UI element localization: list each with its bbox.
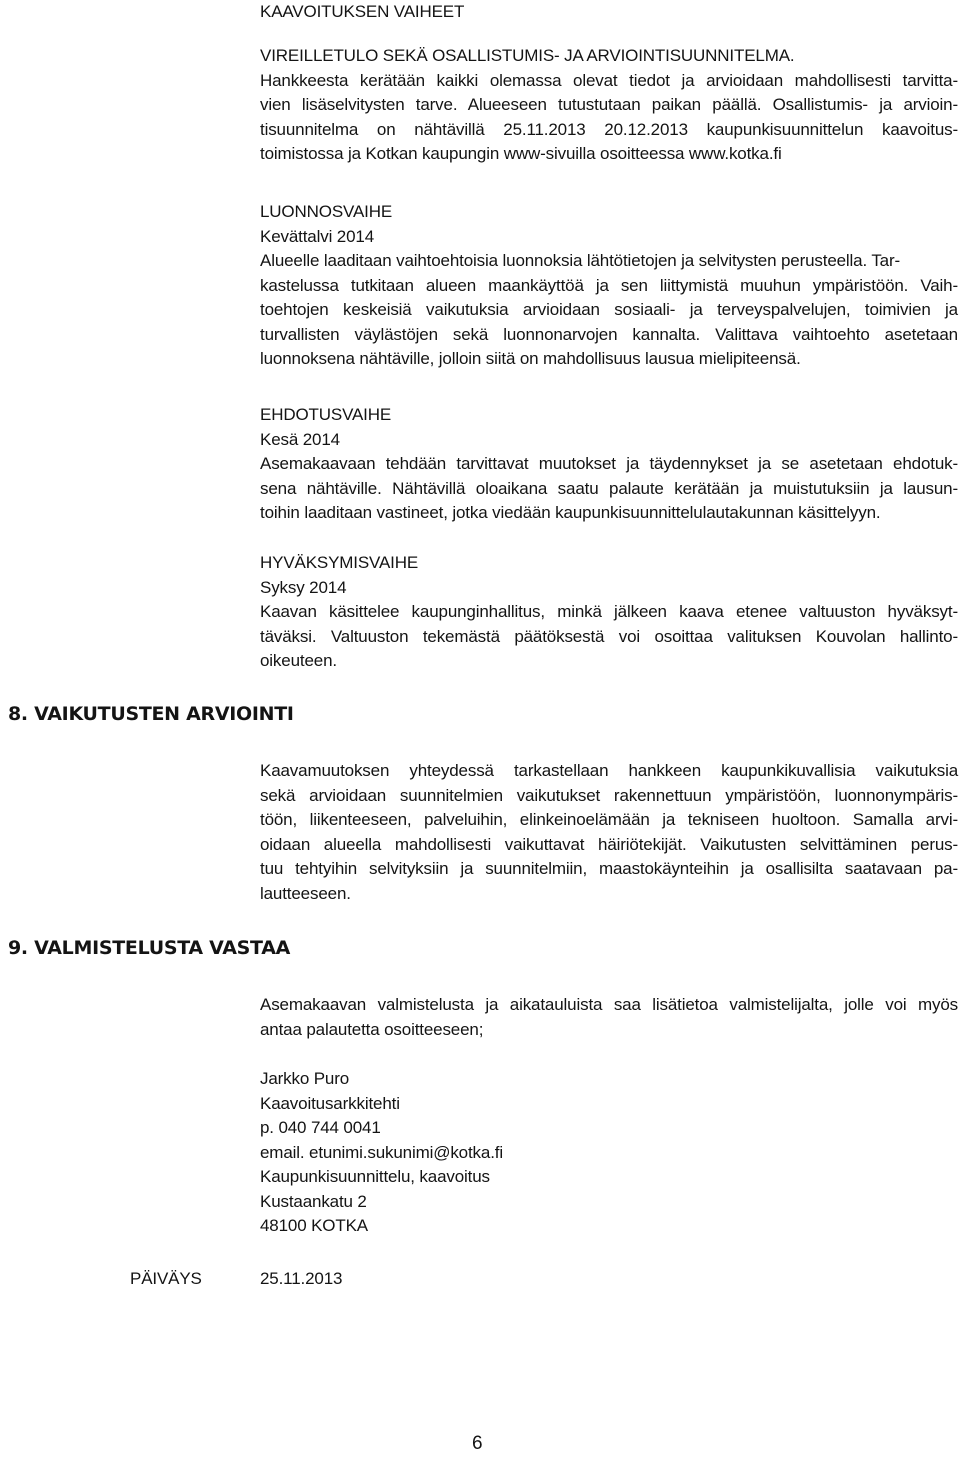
phase-proposal [260,403,958,526]
contact-title: Kaavoitusarkkitehti [260,1093,400,1113]
phase-heading: VIREILLETULO SEKÄ OSALLISTUMIS- JA ARVIOINTISUUNNITELMA. [260,46,795,65]
paragraph-line: täväksi. Valtuuston tekemästä päätöksestä voi osoittaa valituksen Kouvolan hallinto- [260,626,958,646]
paragraph-line: Hankkeesta kerätään kaikki olemassa olevat tiedot ja arvioidaan mahdollisesti tarvitta- [260,70,958,90]
paragraph-line: tuu tehtyihin selvityksiin ja suunnitelmiin, maastokäynteihin ja osallisilta saatavaan pa- [260,859,958,878]
phase-timing: Kevättalvi 2014 [260,226,374,246]
paragraph-line: toimistossa ja Kotkan kaupungin www-sivuilla osoitteessa www.kotka.fi [260,144,782,163]
paragraph-line: kastelussa tutkitaan alueen maankäyttöä ja sen liittymistä muuhun ympäristöön. Vaih- [260,275,958,295]
contact-phone: p. 040 744 0041 [260,1118,381,1137]
paragraph-line: Kaavamuutoksen yhteydessä tarkastellaan hankkeen kaupunkikuvallisia vaikutuksia [260,761,958,780]
contact-name: Jarkko Puro [260,1069,350,1088]
paragraph-line: Asemakaavan valmistelusta ja aikatauluista saa lisätietoa valmistelijalta, jolle voi myös [260,995,958,1014]
paragraph-line: toehtojen keskeisiä vaikutuksia arvioidaan sosiaali- ja terveyspalvelujen, toimivien ja [260,300,958,319]
paragraph-line: turvallisten väylästöjen sekä luonnonarvojen kannalta. Valittava vaihtoehto asetetaan [260,324,958,344]
date-value: 25.11.2013 [260,1269,343,1288]
date-label: PÄIVÄYS [130,1269,202,1288]
phase-heading: HYVÄKSYMISVAIHE [260,553,419,572]
phase-heading: LUONNOSVAIHE [260,202,393,221]
phase-timing: Syksy 2014 [260,577,347,597]
contact-street-address: Kustaankatu 2 [260,1191,367,1211]
impact-assessment-paragraph [260,759,958,906]
section-heading-responsible-preparer: 9. VALMISTELUSTA VASTAA [8,937,291,959]
responsible-preparer-paragraph [260,993,958,1042]
paragraph-line: oidaan alueella mahdollisesti vaikuttavat häiriötekijät. Vaikutusten selvittäminen perus- [260,834,958,854]
phase-initiation [260,44,958,167]
paragraph-line: töön, liikenteeseen, palveluihin, elinkeinoelämään ja tekniseen huoltoon. Samalla arvi- [260,810,958,829]
paragraph-line: toihin laaditaan vastineet, jotka viedään kaupunkisuunnittelulautakunnan käsittelyyn. [260,503,881,522]
paragraph-line: oikeuteen. [260,651,337,670]
paragraph-line: sena nähtäville. Nähtävillä oloaikana saatu palaute kerätään ja muistutuksiin ja lausun- [260,478,958,498]
contact-details [260,1067,958,1239]
page-number: 6 [472,1433,483,1454]
contact-department: Kaupunkisuunnittelu, kaavoitus [260,1167,490,1186]
document-title: KAAVOITUKSEN VAIHEET [260,2,465,21]
phase-draft [260,200,958,372]
phase-approval [260,551,958,674]
phase-heading: EHDOTUSVAIHE [260,405,392,424]
contact-email: email. etunimi.sukunimi@kotka.fi [260,1142,503,1162]
paragraph-line: antaa palautetta osoitteeseen; [260,1019,484,1039]
paragraph-line: lautteeseen. [260,883,351,903]
contact-postal-address: 48100 KOTKA [260,1216,368,1235]
phase-timing: Kesä 2014 [260,429,340,449]
section-heading-impact-assessment: 8. VAIKUTUSTEN ARVIOINTI [8,703,294,725]
paragraph-line: Kaavan käsittelee kaupunginhallitus, minkä jälkeen kaava etenee valtuuston hyväksyt- [260,602,958,621]
document-title-block [260,0,958,25]
paragraph-line: Alueelle laaditaan vaihtoehtoisia luonnoksia lähtötietojen ja selvitysten perusteella. Tar- [260,251,901,270]
paragraph-line: luonnoksena nähtäville, jolloin siitä on mahdollisuus lausua mielipiteensä. [260,349,801,368]
paragraph-line: vien lisäselvitysten tarve. Alueeseen tutustutaan paikan päällä. Osallistumis- ja arvioin- [260,95,958,114]
paragraph-line: Asemakaavaan tehdään tarvittavat muutokset ja täydennykset ja se asetetaan ehdotuk- [260,454,958,473]
paragraph-line: tisuunnitelma on nähtävillä 25.11.2013 20.12.2013 kaupunkisuunnittelun kaavoitus- [260,119,958,139]
paragraph-line: sekä arvioidaan suunnitelmien vaikutukset rakennettuun ympäristöön, luonnonympäris- [260,785,958,805]
